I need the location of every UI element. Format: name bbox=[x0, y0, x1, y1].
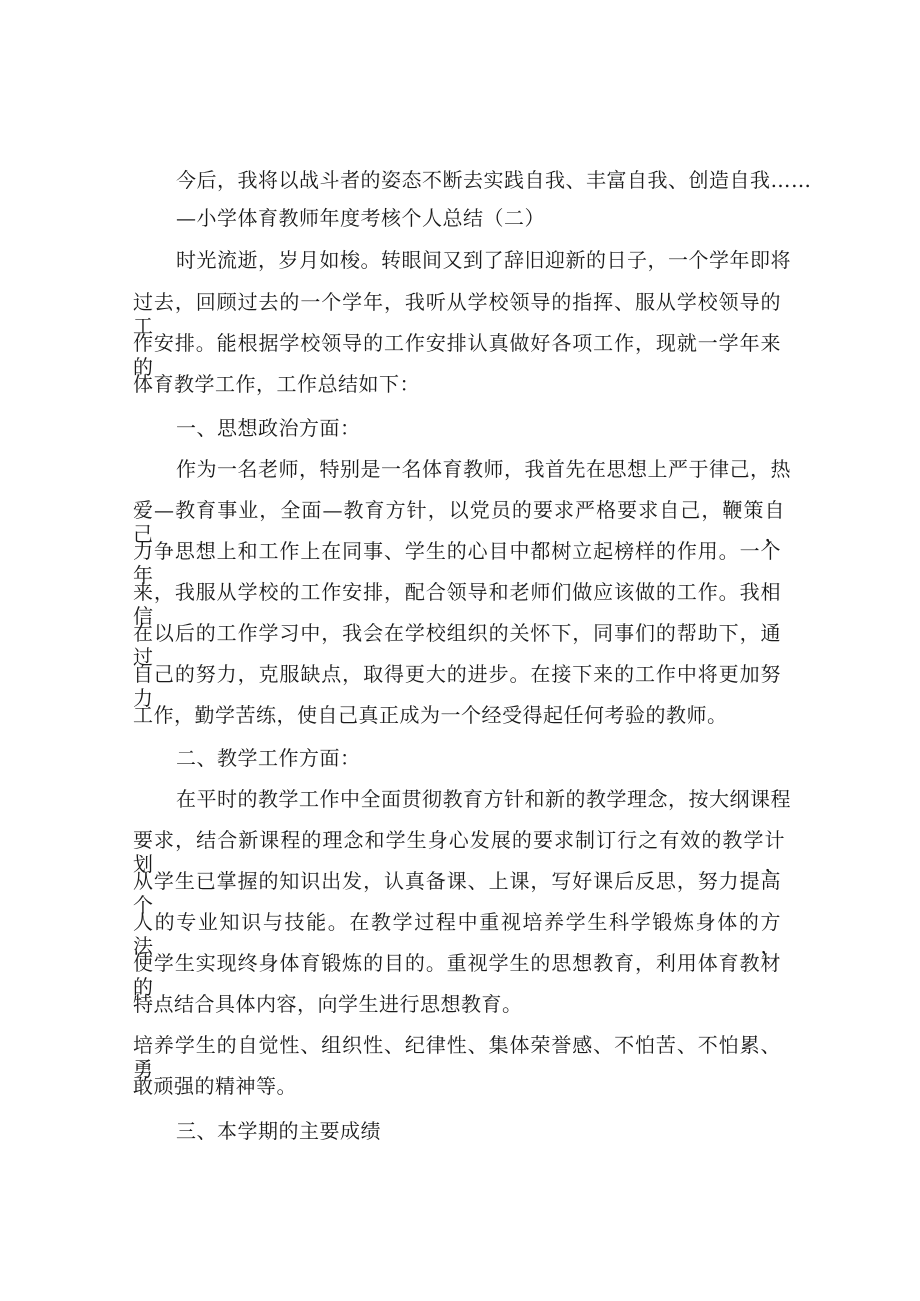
paragraph-line: 要求，结合新课程的理念和学生身心发展的要求制订行之有效的教学计划， bbox=[133, 828, 785, 876]
paragraph-line: 培养学生的自觉性、组织性、纪律性、集体荣誉感、不怕苦、不怕累、勇 bbox=[133, 1033, 781, 1081]
paragraph-line: 过去，回顾过去的一个学年，我听从学校领导的指挥、服从学校领导的工 bbox=[133, 290, 781, 338]
paragraph-line: 力争思想上和工作上在同事、学生的心目中都树立起榜样的作用。一个年 bbox=[133, 539, 781, 587]
paragraph-line: 在以后的工作学习中，我会在学校组织的关怀下，同事们的帮助下，通过 bbox=[133, 621, 781, 669]
paragraph-line: 敢顽强的精神等。 bbox=[133, 1074, 297, 1098]
section-heading: 三、本学期的主要成绩 bbox=[176, 1119, 381, 1143]
paragraph-line: 作为一名老师，特别是一名体育教师，我首先在思想上严于律己，热 bbox=[176, 457, 791, 481]
paragraph-line: 爱—教育事业，全面—教育方针，以党员的要求严格要求自己，鞭策自己， bbox=[133, 498, 785, 546]
section-heading: 一、思想政治方面： bbox=[176, 416, 361, 440]
paragraph-line: 作安排。能根据学校领导的工作安排认真做好各项工作，现就一学年来的 bbox=[133, 331, 781, 379]
paragraph-line: 体育教学工作，工作总结如下： bbox=[133, 372, 420, 396]
paragraph-line: 来，我服从学校的工作安排，配合领导和老师们做应该做的工作。我相信 bbox=[133, 580, 781, 628]
paragraph-line: 自己的努力，克服缺点，取得更大的进步。在接下来的工作中将更加努力 bbox=[133, 662, 781, 710]
paragraph-line: 时光流逝，岁月如梭。转眼间又到了辞旧迎新的日子，一个学年即将 bbox=[176, 248, 791, 272]
section-subtitle: —小学体育教师年度考核个人总结（二） bbox=[176, 206, 545, 230]
section-heading: 二、教学工作方面： bbox=[176, 746, 361, 770]
paragraph-line: 人的专业知识与技能。在教学过程中重视培养学生科学锻炼身体的方法， bbox=[133, 910, 781, 958]
paragraph-line: 从学生已掌握的知识出发，认真备课、上课，写好课后反思，努力提高个 bbox=[133, 869, 781, 917]
paragraph-line: 今后，我将以战斗者的姿态不断去实践自我、丰富自我、创造自我…… bbox=[176, 168, 812, 192]
paragraph-line: 在平时的教学工作中全面贯彻教育方针和新的教学理念，按大纲课程 bbox=[176, 787, 791, 811]
paragraph-line: 工作，勤学苦练，使自己真正成为一个经受得起任何考验的教师。 bbox=[133, 703, 728, 727]
paragraph-line: 特点结合具体内容，向学生进行思想教育。 bbox=[133, 992, 523, 1016]
paragraph-line: 使学生实现终身体育锻炼的目的。重视学生的思想教育，利用体育教材的 bbox=[133, 951, 781, 999]
